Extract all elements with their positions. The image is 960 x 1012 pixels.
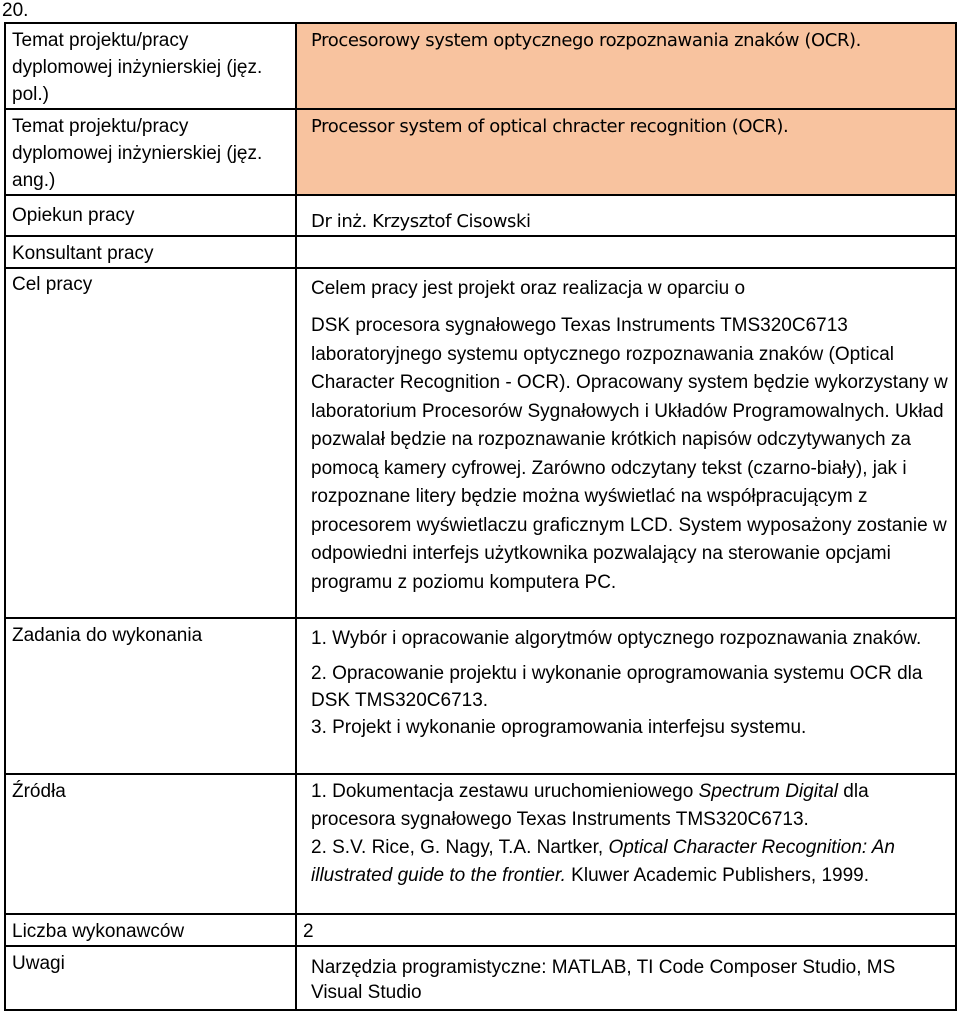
label-sources: Źródła [5, 774, 296, 914]
source-2-italic: Optical Character Recognition: An illustrated guide to the frontier. [311, 837, 895, 886]
label-executors: Liczba wykonawców [5, 914, 296, 946]
value-notes: Narzędzia programistyczne: MATLAB, TI Code Composer Studio, MS Visual Studio [296, 946, 956, 1010]
row-topic-pl [5, 23, 956, 109]
label-supervisor: Opiekun pracy [5, 195, 296, 236]
task-item-2: 2. Opracowanie projektu i wykonanie oprogramowania systemu OCR dla DSK TMS320C6713. [311, 663, 923, 711]
value-topic-pl: Procesorowy system optycznego rozpoznawania znaków (OCR). [296, 23, 956, 109]
label-topic-en: Temat projektu/pracy dyplomowej inżynierskiej (jęz. ang.) [5, 109, 296, 195]
label-notes: Uwagi [5, 946, 296, 1010]
value-topic-en: Processor system of optical chracter recognition (OCR). [296, 109, 956, 195]
label-tasks: Zadania do wykonania [5, 618, 296, 774]
label-consultant: Konsultant pracy [5, 236, 296, 268]
value-tasks [296, 618, 956, 774]
row-supervisor [5, 195, 956, 236]
row-topic-en [5, 109, 956, 195]
value-consultant [296, 236, 956, 268]
row-tasks [5, 618, 956, 774]
row-notes [5, 946, 956, 1010]
row-consultant [5, 236, 956, 268]
thesis-topic-table [4, 22, 957, 1011]
value-sources [296, 774, 956, 914]
row-sources [5, 774, 956, 914]
document-number: 20. [2, 0, 29, 21]
row-goal [5, 268, 956, 618]
source-item-1: 1. Dokumentacja zestawu uruchomieniowego Spectrum Digital dla procesora sygnałowego Texas Instruments TMS320C6713. [311, 781, 869, 830]
value-goal [296, 268, 956, 618]
label-topic-pl: Temat projektu/pracy dyplomowej inżynierskiej (jęz. pol.) [5, 23, 296, 109]
value-supervisor: Dr inż. Krzysztof Cisowski [296, 195, 956, 236]
goal-intro: Celem pracy jest projekt oraz realizacja w oparciu o [311, 278, 746, 299]
source-item-2: 2. S.V. Rice, G. Nagy, T.A. Nartker, Optical Character Recognition: An illustrated guide to the frontier. Kluwer Academic Publishers, 1999. [311, 837, 895, 886]
source-1-italic: Spectrum Digital [698, 781, 838, 802]
label-goal: Cel pracy [5, 268, 296, 618]
row-executors [5, 914, 956, 946]
task-item-3: 3. Projekt i wykonanie oprogramowania interfejsu systemu. [311, 717, 807, 738]
value-executors: 2 [296, 914, 956, 946]
goal-body: DSK procesora sygnałowego Texas Instruments TMS320C6713 laboratoryjnego systemu optycznego rozpoznawania znaków (Optical Character Recognition - OCR). Opracowany system będzie wykorzystany w laboratorium Procesorów Sygnałowych i Układów Programowalnych. Układ pozwalał będzie na rozpoznawanie krótkich napisów odczytywanych za pomocą kamery cyfrowej. Zarówno odczytany tekst (czarno-biały), jak i rozpoznane litery będzie można wyświetlać na współpracującym z procesorem wyświetlaczu graficznym LCD. System wyposażony zostanie w odpowiedni interfejs użytkownika pozwalający na sterowanie opcjami programu z poziomu komputera PC. [311, 315, 948, 593]
task-item-1: 1. Wybór i opracowanie algorytmów optycznego rozpoznawania znaków. [311, 628, 922, 649]
